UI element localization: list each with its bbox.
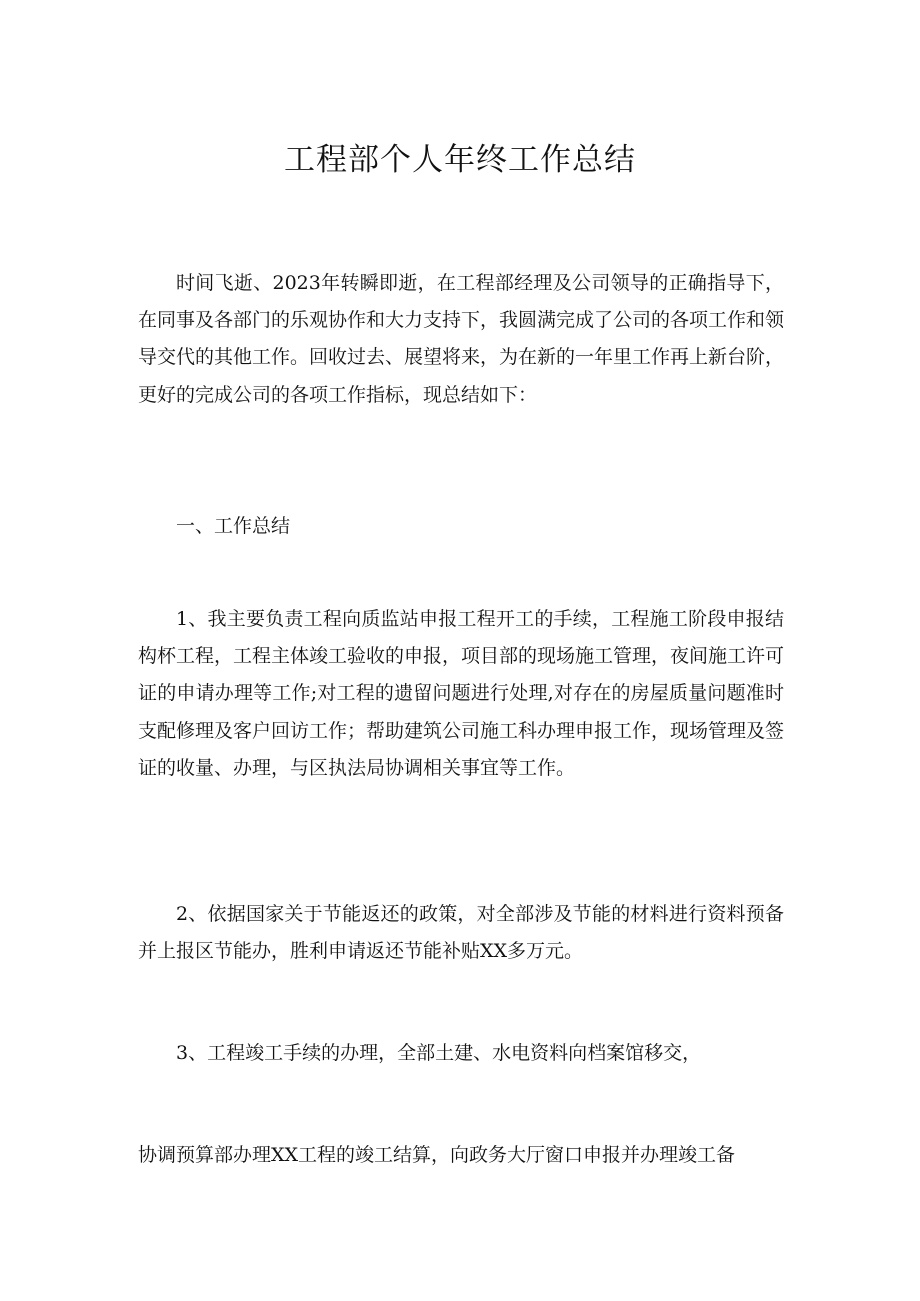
summary-item-2: 2、依据国家关于节能返还的政策，对全部涉及节能的材料进行资料预备并上报区节能办，胜利申请返还节能补贴XX多万元。: [138, 903, 784, 963]
document-title: 工程部个人年终工作总结: [284, 142, 636, 178]
section-heading-work-summary: 一、工作总结: [176, 515, 291, 537]
summary-item-3: 3、工程竣工手续的办理，全部土建、水电资料向档案馆移交，: [176, 1042, 702, 1064]
summary-item-1: 1、我主要负责工程向质监站申报工程开工的手续，工程施工阶段申报结构杯工程，工程主体竣工验收的申报，项目部的现场施工管理，夜间施工许可证的申请办理等工作;对工程的遗留问题进行处理,对存在的房屋质量问题准时支配修理及客户回访工作；帮助建筑公司施工科办理申报工作，现场管理及签证的收量、办理，与区执法局协调相关事宜等工作。: [138, 608, 785, 779]
summary-item-3-continuation: 协调预算部办理XX工程的竣工结算，向政务大厅窗口申报并办理竣工备: [138, 1144, 736, 1166]
intro-paragraph: 时间飞逝、2023年转瞬即逝，在工程部经理及公司领导的正确指导下，在同事及各部门的乐观协作和大力支持下，我圆满完成了公司的各项工作和领导交代的其他工作。回收过去、展望将来，为在新的一年里工作再上新台阶，更好的完成公司的各项工作指标，现总结如下：: [138, 272, 785, 406]
